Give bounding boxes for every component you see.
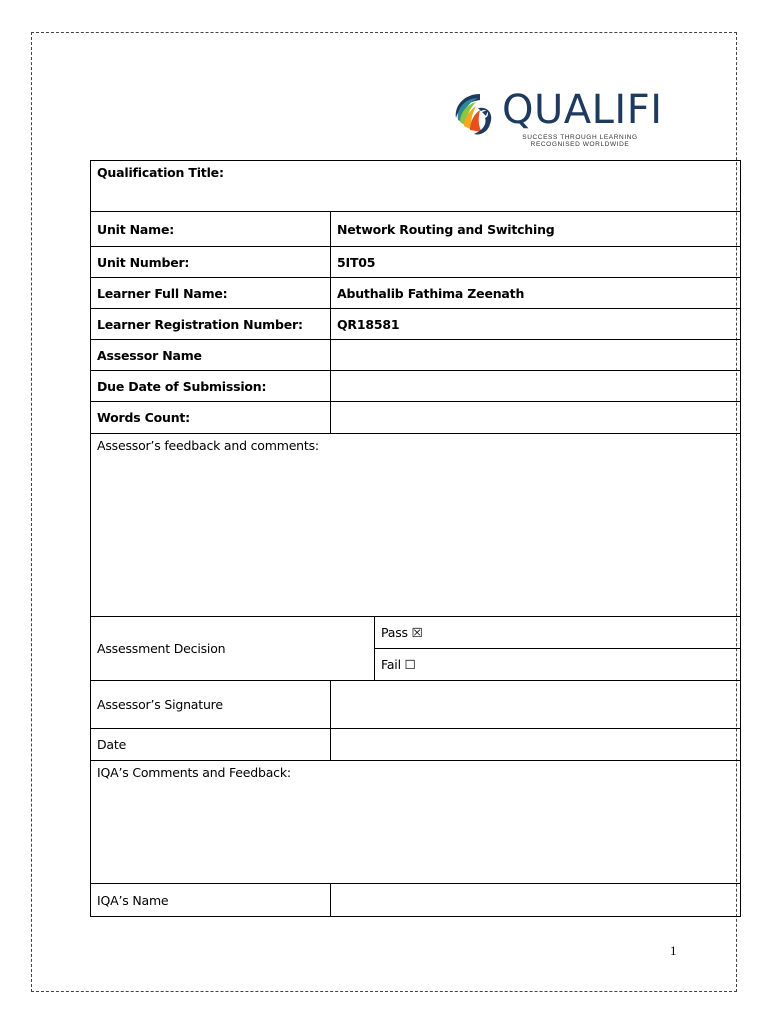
iqa-name-value[interactable] [331, 884, 741, 917]
words-count-label: Words Count: [91, 402, 331, 434]
learner-full-name-label: Learner Full Name: [91, 278, 331, 309]
table-row [91, 884, 741, 917]
unit-name-value: Network Routing and Switching [331, 212, 741, 247]
logo-tagline-line2: RECOGNISED WORLDWIDE [530, 141, 630, 148]
date-value[interactable] [331, 729, 741, 761]
unit-number-label: Unit Number: [91, 247, 331, 278]
logo-wordmark: QUALIFI [502, 87, 663, 133]
table-row [91, 278, 741, 309]
due-date-label: Due Date of Submission: [91, 371, 331, 402]
date-label: Date [91, 729, 331, 761]
table-row [91, 309, 741, 340]
qualifi-logo [450, 87, 663, 150]
table-row [91, 617, 741, 649]
assessor-feedback-label[interactable]: Assessor’s feedback and comments: [91, 434, 741, 617]
learner-registration-number-value: QR18581 [331, 309, 741, 340]
unit-number-value: 5IT05 [331, 247, 741, 278]
assessor-name-value[interactable] [331, 340, 741, 371]
assessment-decision-label: Assessment Decision [91, 617, 375, 681]
table-row [91, 402, 741, 434]
fail-checkbox[interactable]: Fail ☐ [375, 649, 741, 681]
table-row [91, 340, 741, 371]
table-row [91, 681, 741, 729]
table-row [91, 247, 741, 278]
learner-registration-number-label: Learner Registration Number: [91, 309, 331, 340]
assessor-signature-value[interactable] [331, 681, 741, 729]
table-row [91, 212, 741, 247]
words-count-value[interactable] [331, 402, 741, 434]
pass-checkbox[interactable]: Pass ☒ [375, 617, 741, 649]
table-row [91, 729, 741, 761]
table-row [91, 761, 741, 884]
iqa-name-label: IQA’s Name [91, 884, 331, 917]
table-row [91, 434, 741, 617]
unit-name-label: Unit Name: [91, 212, 331, 247]
logo-tagline-line1: SUCCESS THROUGH LEARNING [522, 134, 638, 141]
qualification-title-label: Qualification Title: [91, 161, 741, 212]
assessor-name-label: Assessor Name [91, 340, 331, 371]
learner-full-name-value: Abuthalib Fathima Zeenath [331, 278, 741, 309]
table-row [91, 161, 741, 212]
page-number: 1 [670, 943, 677, 958]
qualifi-swirl-icon [450, 90, 498, 138]
assessment-cover-table [90, 160, 741, 917]
assessor-signature-label: Assessor’s Signature [91, 681, 331, 729]
table-row [91, 371, 741, 402]
iqa-comments-label[interactable]: IQA’s Comments and Feedback: [91, 761, 741, 884]
due-date-value[interactable] [331, 371, 741, 402]
